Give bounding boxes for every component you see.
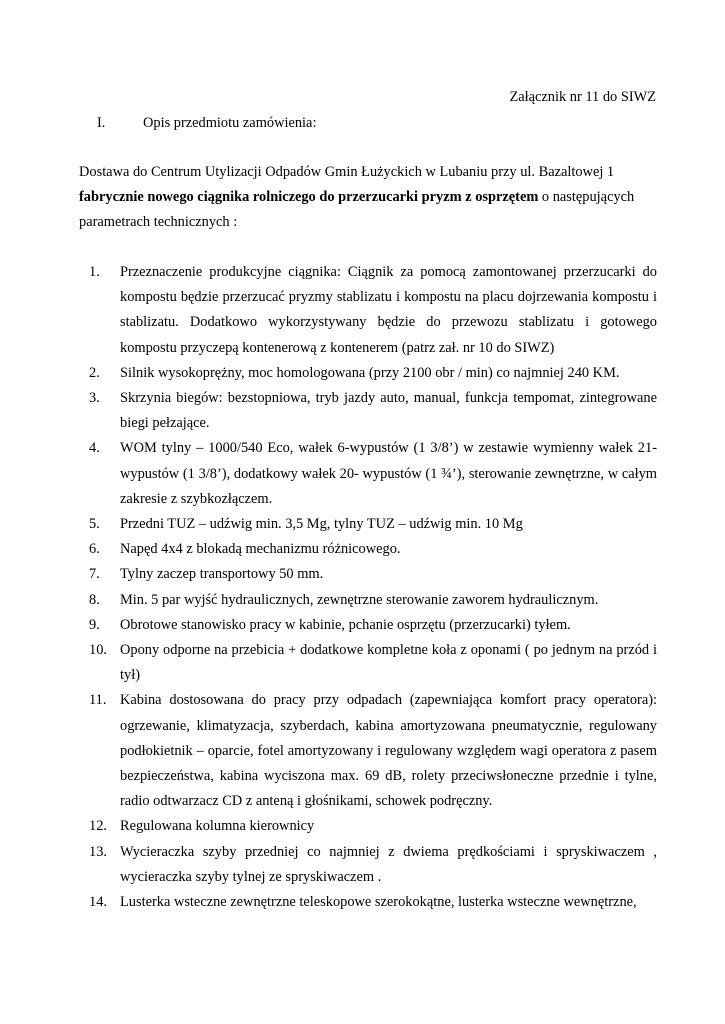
section-title: Opis przedmiotu zamówienia:	[143, 115, 317, 131]
list-item	[79, 613, 657, 638]
item-text: Regulowana kolumna kierownicy	[120, 818, 315, 835]
item-number: 7.	[89, 566, 100, 583]
list-item	[79, 814, 657, 839]
item-text: Opony odporne na przebicia + dodatkowe kompletne koła z oponami ( po jednym na przód i tył)	[120, 642, 657, 684]
intro-line: Dostawa do Centrum Utylizacji Odpadów Gmin Łużyckich w Lubaniu przy ul. Bazaltowej 1	[79, 164, 615, 180]
parameters-list	[79, 260, 657, 915]
section-heading	[97, 113, 316, 133]
item-number: 1.	[89, 264, 100, 280]
list-item	[79, 386, 657, 436]
list-item	[79, 537, 657, 562]
list-item	[79, 688, 657, 814]
item-number: 5.	[89, 516, 100, 533]
item-text: Napęd 4x4 z blokadą mechanizmu różnicowego.	[120, 541, 401, 558]
item-text: Przeznaczenie produkcyjne ciągnika: Ciągnik za pomocą zamontowanej przerzucarki do kompostu będzie przerzucać pryzmy stablizatu i kompostu na placu dojrzewania kompostu i stablizatu. Dodatkowo wykorzystywany będzie do przewozu stablizatu i gotowego kompostu przyczepą kontenerową z kontenerem (patrz zał. nr 10 do SIWZ)	[120, 264, 657, 356]
item-text: WOM tylny – 1000/540 Eco, wałek 6-wypustów (1 3/8’) w zestawie wymienny wałek 21- wypustów (1 3/8’), dodatkowy wałek 20- wypustów (1 ¾’), sterowanie zewnętrzne, w całym zakresie z szybkozłączem.	[120, 440, 657, 507]
item-number: 8.	[89, 591, 100, 608]
item-number: 14.	[89, 894, 107, 911]
item-text: Lusterka wsteczne zewnętrzne teleskopowe szerokokątne, lusterka wsteczne wewnętrzne,	[120, 894, 637, 911]
item-number: 12.	[89, 818, 107, 835]
item-text: Skrzynia biegów: bezstopniowa, tryb jazdy auto, manual, funkcja tempomat, zintegrowane biegi pełzające.	[120, 390, 657, 432]
item-text: Przedni TUZ – udźwig min. 3,5 Mg, tylny TUZ – udźwig min. 10 Mg	[120, 516, 523, 533]
list-item	[79, 562, 657, 587]
intro-subject	[79, 185, 659, 235]
annex-label: Załącznik nr 11 do SIWZ	[509, 89, 656, 105]
list-item	[79, 260, 657, 361]
item-text: Obrotowe stanowisko pracy w kabinie, pchanie osprzętu (przerzucarki) tyłem.	[120, 616, 571, 633]
item-number: 13.	[89, 843, 107, 860]
item-number: 6.	[89, 541, 100, 558]
item-number: 4.	[89, 440, 100, 457]
list-item	[79, 890, 657, 915]
list-item	[79, 840, 657, 890]
item-text: Silnik wysokoprężny, moc homologowana (przy 2100 obr / min) co najmniej 240 KM.	[120, 364, 620, 381]
item-number: 9.	[89, 616, 100, 633]
list-item	[79, 588, 657, 613]
intro-subject-bold: fabrycznie nowego ciągnika rolniczego do przerzucarki pryzm z osprzętem	[79, 189, 539, 205]
item-number: 10.	[89, 642, 107, 659]
intro-subject-rest: o następujących parametrach technicznych :	[79, 189, 635, 230]
list-item	[79, 361, 657, 386]
item-number: 2.	[89, 364, 100, 381]
intro-paragraph	[79, 160, 659, 235]
section-number: I.	[97, 115, 106, 131]
item-text: Wycieraczka szyby przedniej co najmniej z dwiema prędkościami i spryskiwaczem , wycieraczka szyby tylnej ze spryskiwaczem .	[120, 843, 657, 885]
item-number: 3.	[89, 390, 100, 407]
list-item	[79, 638, 657, 688]
list-item	[79, 512, 657, 537]
item-number: 11.	[89, 692, 107, 709]
item-text: Kabina dostosowana do pracy przy odpadach (zapewniająca komfort pracy operatora): ogrzewanie, klimatyzacja, szyberdach, kabina amortyzowana pneumatycznie, regulowany podłokietnik – oparcie, fotel amortyzowany i regulowany względem wagi operatora z pasem bezpieczeństwa, kabina wyciszona max. 69 dB, rolety przeciwsłoneczne przednie i tylne, radio odtwarzacz CD z anteną i głośnikami, schowek podręczny.	[120, 692, 657, 810]
list-item	[79, 436, 657, 512]
item-text: Min. 5 par wyjść hydraulicznych, zewnętrzne sterowanie zaworem hydraulicznym.	[120, 591, 599, 608]
item-text: Tylny zaczep transportowy 50 mm.	[120, 566, 324, 583]
